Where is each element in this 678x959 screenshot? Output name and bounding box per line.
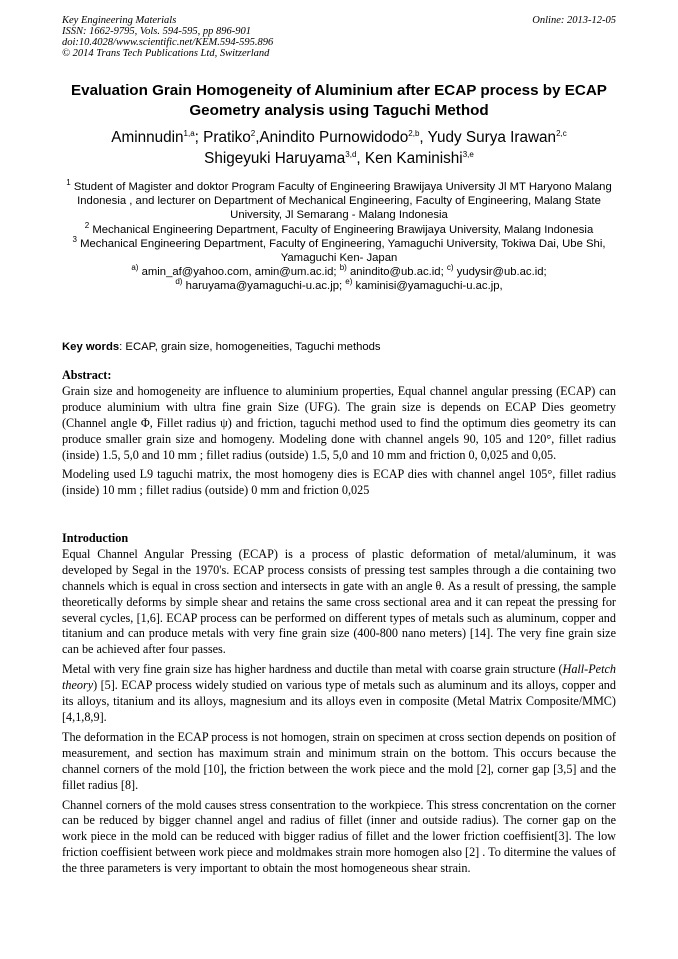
affiliation [62, 220, 616, 237]
author-name: Anindito Purnowidodo [259, 129, 409, 146]
author-superscript: 1,a [183, 128, 195, 138]
author-superscript: 2,c [556, 128, 567, 138]
affiliation [62, 237, 616, 265]
abstract-paragraph: Grain size and homogeneity are influence to aluminium properties, Equal channel angular pressing (ECAP) can produce aluminium with ultra fine grain Size (UFG). The grain size is depends on ECAP Dies geometry (Channel angle Φ, Fillet radius ψ) and friction, taguchi method used to find the optimum dies geometry its can produce smaller grain size and homogeny. Modeling done with channel angels 90, 105 and 120°, fillet radius (inside) 1.5, 5,0 and 10 mm ; fillet radius (outside) 1.5, 5,0 and 10 mm and friction 0, 0,025 and 0,05. [62, 383, 616, 462]
affiliation-text: Mechanical Engineering Department, Faculty of Engineering, Yamaguchi University, Tokiwa Dai, Ube Shi, Yamaguchi Ken- Japan [80, 237, 606, 265]
intro-text: Metal with very fine grain size has higher hardness and ductile than metal with coarse grain structure ( [62, 662, 563, 677]
abstract-paragraph: Modeling used L9 taguchi matrix, the most homogeny dies is ECAP dies with channel angel 105°, fillet radius (inside) 10 mm ; fillet radius (outside) 0 mm and friction 0,025 [62, 467, 616, 498]
abstract-heading: Abstract: [62, 368, 112, 382]
paper-title: Evaluation Grain Homogeneity of Aluminium after ECAP process by ECAP Geometry analysis using Taguchi Method [71, 82, 607, 119]
author-name: Aminnudin [111, 129, 184, 146]
email-c: yudysir@ub.ac.id; [456, 266, 547, 279]
affiliation-number: 2 [84, 220, 90, 230]
introduction-heading: Introduction [62, 531, 129, 545]
author-name: Pratiko [203, 129, 251, 146]
affiliation-number: 3 [72, 235, 77, 245]
author-name: Yudy Surya Irawan [427, 129, 557, 146]
author-separator: , [356, 150, 365, 167]
affiliation [62, 180, 616, 223]
author-list [62, 127, 616, 169]
email-list: $^{a)}$ amin_af@yahoo.com, amin@um.ac.id; $^{b)}$ anindito@ub.ac.id; $^{c)}$ yudysir@ub.ac.id; $^{d)}$ haruyama@yamaguchi-u.ac.jp; $^{e)}$ kaminisi@yamaguchi-u.ac.jp, [131, 263, 547, 293]
author-superscript: 2 [250, 128, 256, 138]
keywords-label: Key words [62, 341, 120, 353]
journal-name: Key Engineering Materials [62, 15, 177, 26]
intro-paragraph: Channel corners of the mold causes stress consentration to the workpiece. This stress concrentation on the corner can be reduced by bigger channel angel and radius of fillet (inner and outside radius). The corner gap on the work piece in the mold can be reduced with bigger radius of fillet and the lower friction coeffisient[3]. The low friction coeffisient between work piece and moldmakes strain more homogen also [2] . To ditermine the values of the three parameters is very important to obtain the most homogeneous shear strain. [62, 797, 616, 876]
journal-doi: doi:10.4028/www.scientific.net/KEM.594-595.896 [62, 37, 274, 48]
introduction-section [62, 531, 616, 881]
affiliations [62, 180, 616, 294]
email-a: amin_af@yahoo.com, amin@um.ac.id; [141, 266, 337, 279]
journal-header [62, 15, 273, 59]
author-separator: , [255, 129, 260, 146]
abstract-section [62, 368, 616, 503]
intro-italic-term: Hall-Petch theory [62, 662, 616, 693]
affiliation-text: Student of Magister and doktor Program Faculty of Engineering Brawijaya University Jl MT Haryono Malang Indonesia , and lecturer on Department of Mechanical Engineering, Faculty of Engineering, Malang State University, Jl Semarang - Malang Indonesia [73, 181, 612, 222]
keywords-text: : ECAP, grain size, homogeneities, Taguchi methods [119, 341, 381, 353]
email-b: anindito@ub.ac.id; [349, 266, 444, 279]
intro-paragraph: The deformation in the ECAP process is not homogen, strain on specimen at cross section depends on position of measurement, and section has maximum strain and minimum strain on the bottom. This occurs because the channel corners of the mold [10], the friction between the work piece and the mold [2], corner gap [3,5] and the fillet radius [8]. [62, 729, 616, 792]
intro-paragraph [62, 662, 616, 726]
journal-issn: ISSN: 1662-9795, Vols. 594-595, pp 896-901 [62, 26, 251, 37]
author-separator: ; [194, 129, 204, 146]
author-superscript: 3,d [345, 149, 357, 159]
author-superscript: 3,e [462, 149, 474, 159]
author-name: Ken Kaminishi [364, 150, 463, 167]
keywords [62, 340, 381, 354]
journal-copyright: © 2014 Trans Tech Publications Ltd, Switzerland [62, 48, 270, 59]
affiliation-text: Mechanical Engineering Department, Faculty of Engineering Brawijaya University, Malang Indonesia [92, 223, 594, 236]
online-date: Online: 2013-12-05 [532, 15, 616, 26]
intro-paragraph: Equal Channel Angular Pressing (ECAP) is a process of plastic deformation of metal/aluminum, it was developed by Segal in the 1970's. ECAP process consists of pressing test samples through a die containing two channels which is equal in cross section and intersects in gate with an angle θ. As a result of pressing, the sample theoretically deforms by simple shear and retains the same cross sectional area and it can repeat the pressing for several cycles, [1,6]. ECAP process can be performed on different types of metals such as aluminum, copper and titanium and can produce metals with very fine grain size (400-800 nano meters) [14]. The very fine grain size can be achieved after four passes. [62, 546, 616, 657]
email-e: kaminisi@yamaguchi-u.ac.jp, [355, 280, 503, 293]
intro-text: ) [5]. ECAP process widely studied on various type of metals such as aluminum and its alloys, copper and its alloys, titanium and its alloys, magnesium and its alloys even in composite (Metal Matrix Composite/MMC) [4,1,8,9]. [62, 678, 616, 724]
author-superscript: 2,b [408, 128, 420, 138]
author-name: Shigeyuki Haruyama [204, 150, 346, 167]
affiliation-number: 1 [66, 178, 71, 188]
email-d: haruyama@yamaguchi-u.ac.jp; [185, 280, 343, 293]
author-separator: , [419, 129, 428, 146]
